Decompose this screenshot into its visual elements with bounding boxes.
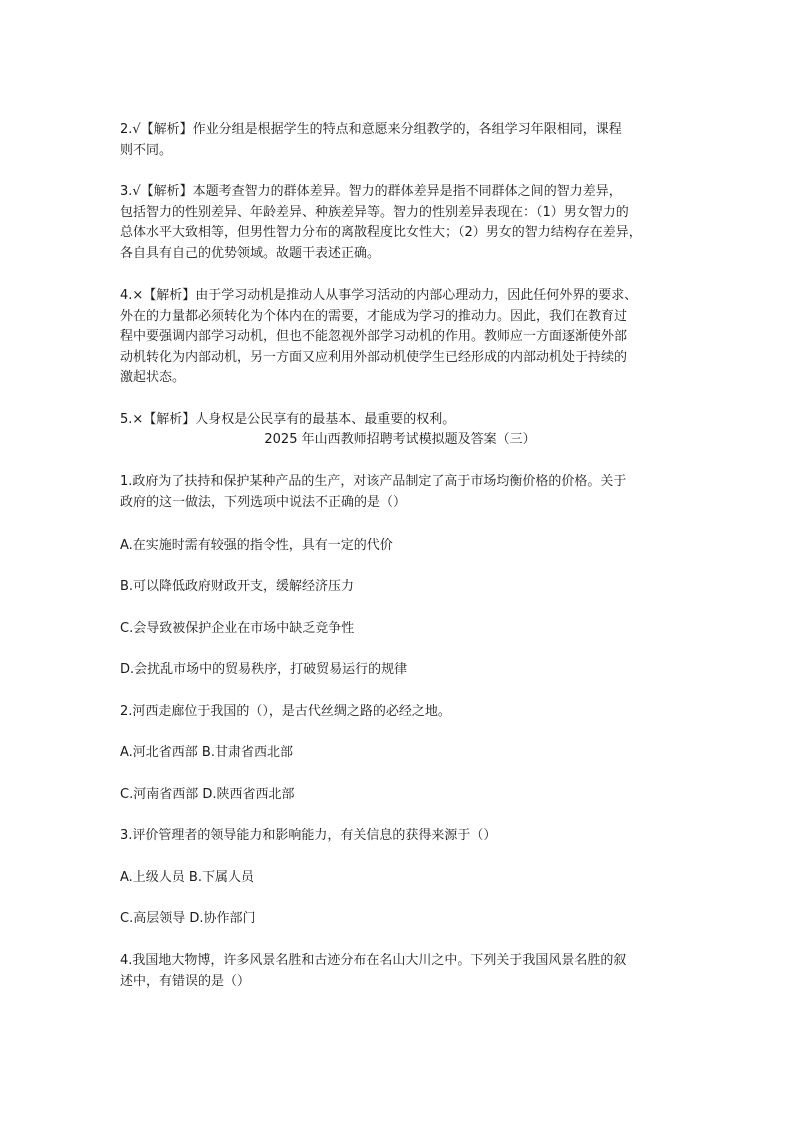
text-line: 各自具有自己的优势领域。故题干表述正确。 xyxy=(120,245,381,261)
text-line: C.河南省西部 D.陕西省西北部 xyxy=(120,787,295,802)
analysis-item-2 xyxy=(120,120,680,161)
question-4 xyxy=(120,951,680,992)
text-line: 外在的力量都必须转化为个体内在的需要，才能成为学习的推动力。因此，我们在教育过 xyxy=(120,308,628,324)
question-1-option-d xyxy=(120,660,680,681)
question-1-option-a xyxy=(120,536,680,557)
text-line: 激起状态。 xyxy=(120,370,186,385)
text-line: 包括智力的性别差异、年龄差异、种族差异等。智力的性别差异表现在：（1）男女智力的 xyxy=(120,204,629,220)
text-line: 5.×【解析】人身权是公民享有的最基本、最重要的权利。 xyxy=(120,412,456,427)
text-line: 总体水平大致相等，但男性智力分布的离散程度比女性大；（2）男女的智力结构存在差异， xyxy=(120,225,642,240)
text-line: 程中要强调内部学习动机，但也不能忽视外部学习动机的作用。教师应一方面逐渐使外部 xyxy=(120,329,628,344)
text-line: C.会导致被保护企业在市场中缺乏竞争性 xyxy=(120,621,355,636)
question-3-options-cd xyxy=(120,909,680,930)
question-2-options-cd xyxy=(120,785,680,806)
text-line: 述中，有错误的是（） xyxy=(120,973,251,989)
text-line: A.河北省西部 B.甘肃省西北部 xyxy=(120,745,293,760)
text-line: B.可以降低政府财政开支，缓解经济压力 xyxy=(120,579,355,594)
text-line: 2.√【解析】作业分组是根据学生的特点和意愿来分组教学的，各组学习年限相同，课程 xyxy=(120,122,622,137)
question-2-options-ab xyxy=(120,743,680,764)
text-line: 动机转化为内部动机，另一方面又应利用外部动机使学生已经形成的内部动机处于持续的 xyxy=(120,349,628,365)
text-line: 1.政府为了扶持和保护某种产品的生产，对该产品制定了高于市场均衡价格的价格。关于 xyxy=(120,474,627,489)
text-line: 3.√【解析】本题考查智力的群体差异。智力的群体差异是指不同群体之间的智力差异， xyxy=(120,184,622,199)
text-line: A.上级人员 B.下属人员 xyxy=(120,870,254,885)
question-2 xyxy=(120,702,680,723)
text-line: 则不同。 xyxy=(120,142,173,158)
analysis-item-3 xyxy=(120,182,680,264)
text-line: C.高层领导 D.协作部门 xyxy=(120,911,256,926)
text-line: 4.我国地大物博，许多风景名胜和古迹分布在名山大川之中。下列关于我国风景名胜的叙 xyxy=(120,953,627,968)
text-line: D.会扰乱市场中的贸易秩序，打破贸易运行的规律 xyxy=(120,662,408,677)
text-line: 2.河西走廊位于我国的（），是古代丝绸之路的必经之地。 xyxy=(120,704,451,719)
question-1-option-c xyxy=(120,619,680,640)
text-line: 3.评价管理者的领导能力和影响能力，有关信息的获得来源于（） xyxy=(120,828,497,843)
question-3-options-ab xyxy=(120,868,680,889)
question-1 xyxy=(120,472,680,513)
question-3 xyxy=(120,826,680,847)
exam-title: 2025 年山西教师招聘考试模拟题及答案（三） xyxy=(264,432,536,447)
question-1-option-b xyxy=(120,577,680,598)
text-line: 政府的这一做法，下列选项中说法不正确的是（） xyxy=(120,494,407,510)
text-line: A.在实施时需有较强的指令性，具有一定的代价 xyxy=(120,538,393,553)
text-line: 4.×【解析】由于学习动机是推动人从事学习活动的内部心理动力，因此任何外界的要求、 xyxy=(120,288,638,303)
analysis-item-5 xyxy=(120,410,680,431)
analysis-item-4 xyxy=(120,286,680,389)
